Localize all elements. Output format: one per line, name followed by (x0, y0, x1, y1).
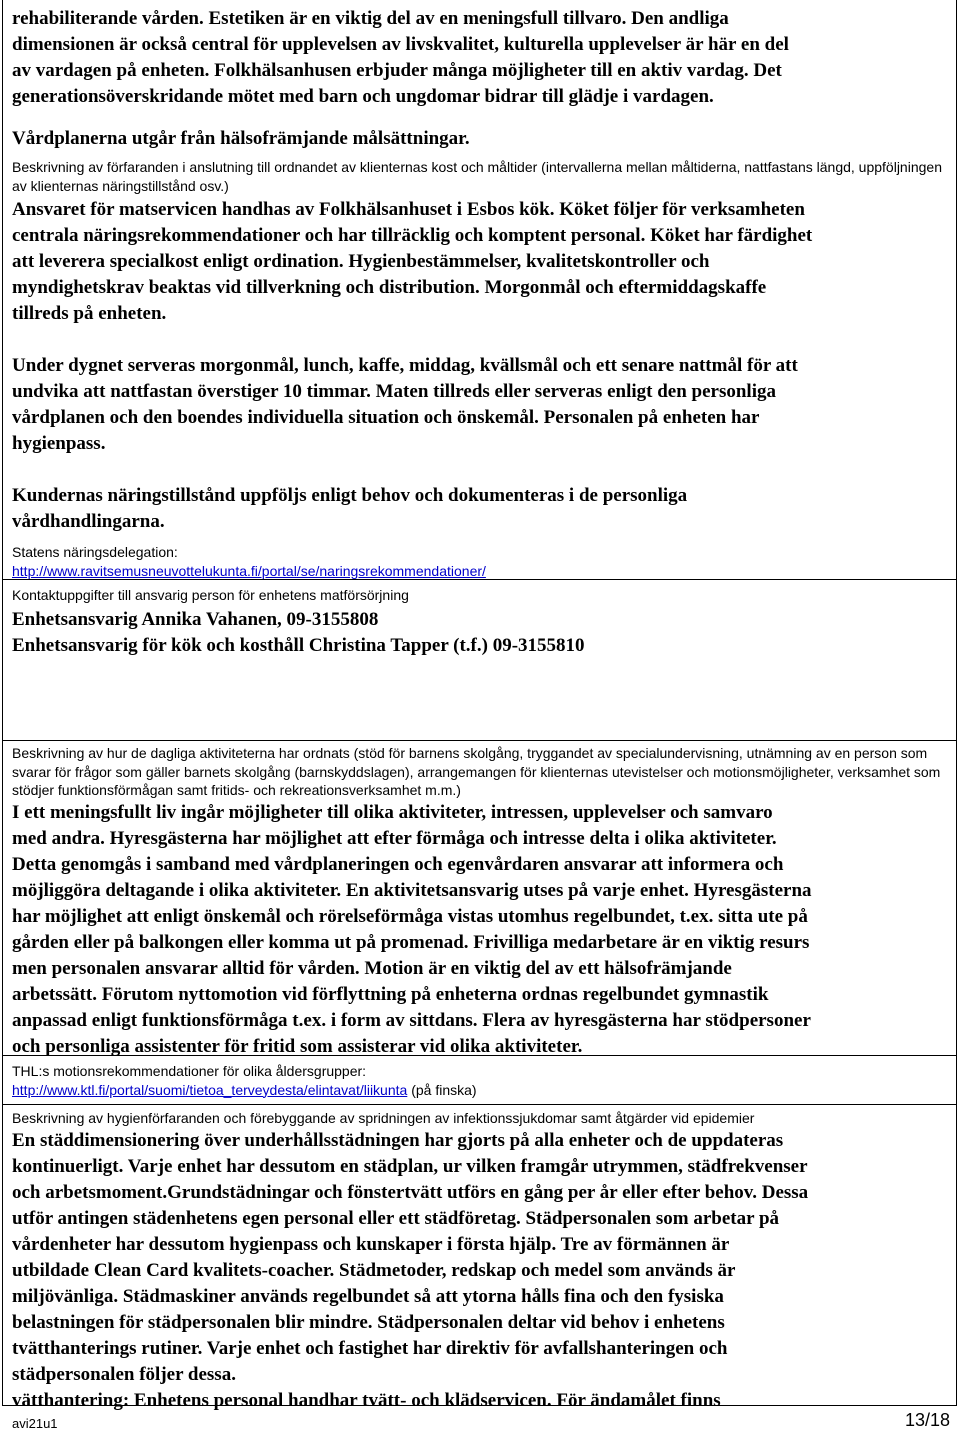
thl-link-suffix: (på finska) (407, 1081, 477, 1098)
delegation-label: Statens näringsdelegation: (12, 544, 178, 560)
intro-line: generationsöverskridande mötet med barn och ungdomar bidrar till glädje i vardagen. (12, 86, 714, 107)
page-number: 13/18 (904, 1410, 950, 1430)
activities-line: möjliggöra deltagande i olika aktiviteter. En aktivitetsansvarig utses på varje enhet. Hyresgästerna (12, 879, 812, 901)
section-thl (2, 1055, 957, 1105)
meal-section-label: Beskrivning av förfaranden i anslutning till ordnandet av klienternas kost och måltider (intervallerna mellan måltiderna, nattfastans längd, uppföljningen av klienternas näringstillstånd osv.) (12, 159, 942, 194)
activities-line: arbetssätt. Förutom nyttomotion vid förflyttning på enheterna ordnas regelbundet gymnastik (12, 983, 769, 1005)
daily-line: undvika att nattfastan överstiger 10 timmar. Maten tillreds eller serveras enligt den personliga (12, 381, 776, 402)
nutrition-line: Kundernas näringstillstånd uppföljs enligt behov och dokumenteras i de personliga (12, 485, 688, 506)
plan-line: Vårdplanerna utgår från hälsofrämjande målsättningar. (12, 128, 470, 149)
activities-line: anpassad enligt funktionsförmåga t.ex. i form av sittdans. Flera av hyresgästerna har stödpersoner (12, 1009, 811, 1031)
meal-line: centrala näringsrekommendationer och har tillräcklig och komptent personal. Köket har färdighet (12, 225, 813, 246)
hygiene-line: utför antingen städenhetens egen personal eller ett städföretag. Städpersonalen som arbetar på (12, 1207, 780, 1229)
activities-line: men personalen ansvarar alltid för vården. Motion är en viktig del av ett hälsofrämjande (12, 957, 732, 979)
activities-label: Beskrivning av hur de dagliga aktiviteterna har ordnats (stöd för barnens skolgång, tryggandet av specialundervisning, utnämning av en person som svarar för frågor som gäller barnets skolgång (barnskyddslagen), arrangemangen för klienternas utevistelser och motionsmöjligheter, verksamhet som stödjer funktionsförmågan samt fritids- och rekreationsverksamhet m.m.) (12, 745, 941, 798)
doc-code: avi21u1 (12, 1416, 58, 1431)
hygiene-line: miljövänliga. Städmaskiner används regelbundet så att ytorna hålls fina och den fysiska (12, 1285, 724, 1307)
intro-line: dimensionen är också central för upplevelsen av livskvalitet, kulturella upplevelser är här en del (12, 34, 789, 55)
thl-link[interactable]: http://www.ktl.fi/portal/suomi/tietoa_terveydesta/elintavat/liikunta (12, 1081, 408, 1098)
activities-line: gården eller på balkongen eller komma ut på promenad. Frivilliga medarbetare är en viktig resurs (12, 931, 810, 953)
section-hygiene (2, 1104, 957, 1411)
hygiene-line: utbildade Clean Card kvalitets-coacher. Städmetoder, redskap och medel som används är (12, 1259, 736, 1281)
hygiene-line: städpersonalen följer dessa. (12, 1363, 236, 1385)
thl-label: THL:s motionsrekommendationer för olika åldersgrupper: (12, 1063, 367, 1079)
hygiene-line: tvätthanterings rutiner. Varje enhet och fastighet har direktiv för avfallshanteringen och (12, 1337, 728, 1359)
activities-line: och personliga assistenter för fritid som assisterar vid olika aktiviteter. (12, 1035, 583, 1057)
intro-line: av vardagen på enheten. Folkhälsanhusen erbjuder många möjligheter till en aktiv vardag. Det (12, 60, 782, 81)
nutrition-line: vårdhandlingarna. (12, 511, 165, 532)
delegation-link[interactable]: http://www.ravitsemusneuvottelukunta.fi/portal/se/naringsrekommendationer/ (12, 562, 486, 579)
hygiene-line: och arbetsmoment.Grundstädningar och fönstertvätt utförs en gång per år eller efter behov. Dessa (12, 1181, 809, 1203)
hygiene-line: belastningen för städpersonalen blir mindre. Städpersonalen deltar vid behov i enhetens (12, 1311, 725, 1333)
hygiene-line: vätthantering: Enhetens personal handhar tvätt- och klädservicen. För ändamålet finns (12, 1389, 721, 1411)
hygiene-line: kontinuerligt. Varje enhet har dessutom en städplan, ur vilken framgår utrymmen, städfrekvenser (12, 1155, 808, 1177)
hygiene-line: En städdimensionering över underhållsstädningen har gjorts på alla enheter och de uppdateras (12, 1129, 784, 1151)
daily-line: Under dygnet serveras morgonmål, lunch, kaffe, middag, kvällsmål och ett senare nattmål för att (12, 355, 798, 376)
activities-line: med andra. Hyresgästerna har möjlighet att efter förmåga och intresse delta i olika aktiviteter. (12, 827, 777, 849)
meal-line: Ansvaret för matservicen handhas av Folkhälsanhuset i Esbos kök. Köket följer för verksamheten (12, 199, 805, 220)
hygiene-label: Beskrivning av hygienförfaranden och förebyggande av spridningen av infektionssjukdomar samt åtgärder vid epidemier (12, 1110, 755, 1126)
section-activities (2, 740, 957, 1056)
meal-line: myndighetskrav beaktas vid tillverkning och distribution. Morgonmål och eftermiddagskaffe (12, 277, 767, 298)
activities-line: I ett meningsfullt liv ingår möjligheter till olika aktiviteter, intressen, upplevelser och samvaro (12, 801, 773, 823)
intro-line: rehabiliterande vården. Estetiken är en viktig del av en meningsfull tillvaro. Den andliga (12, 8, 729, 29)
section-contact (2, 579, 957, 741)
activities-line: har möjlighet att enligt önskemål och rörelseförmåga vistas utomhus regelbundet, t.ex. sitta ute på (12, 905, 808, 927)
meal-line: att leverera specialkost enligt ordination. Hygienbestämmelser, kvalitetskontroller och (12, 251, 710, 272)
meal-line: tillreds på enheten. (12, 303, 167, 324)
contact-line: Enhetsansvarig Annika Vahanen, 09-3155808 (12, 608, 379, 630)
contact-label: Kontaktuppgifter till ansvarig person för enhetens matförsörjning (12, 587, 409, 603)
daily-line: hygienpass. (12, 433, 106, 454)
section-meals (2, 0, 957, 580)
activities-line: Detta genomgås i samband med vårdplaneringen och egenvårdaren ansvarar att informera och (12, 853, 784, 875)
contact-line: Enhetsansvarig för kök och kosthåll Christina Tapper (t.f.) 09-3155810 (12, 634, 585, 656)
hygiene-line: vårdenheter har dessutom hygienpass och kunskaper i första hjälp. Tre av förmännen är (12, 1233, 730, 1255)
daily-line: vårdplanen och den boendes individuella situation och önskemål. Personalen på enheten har (12, 407, 760, 428)
